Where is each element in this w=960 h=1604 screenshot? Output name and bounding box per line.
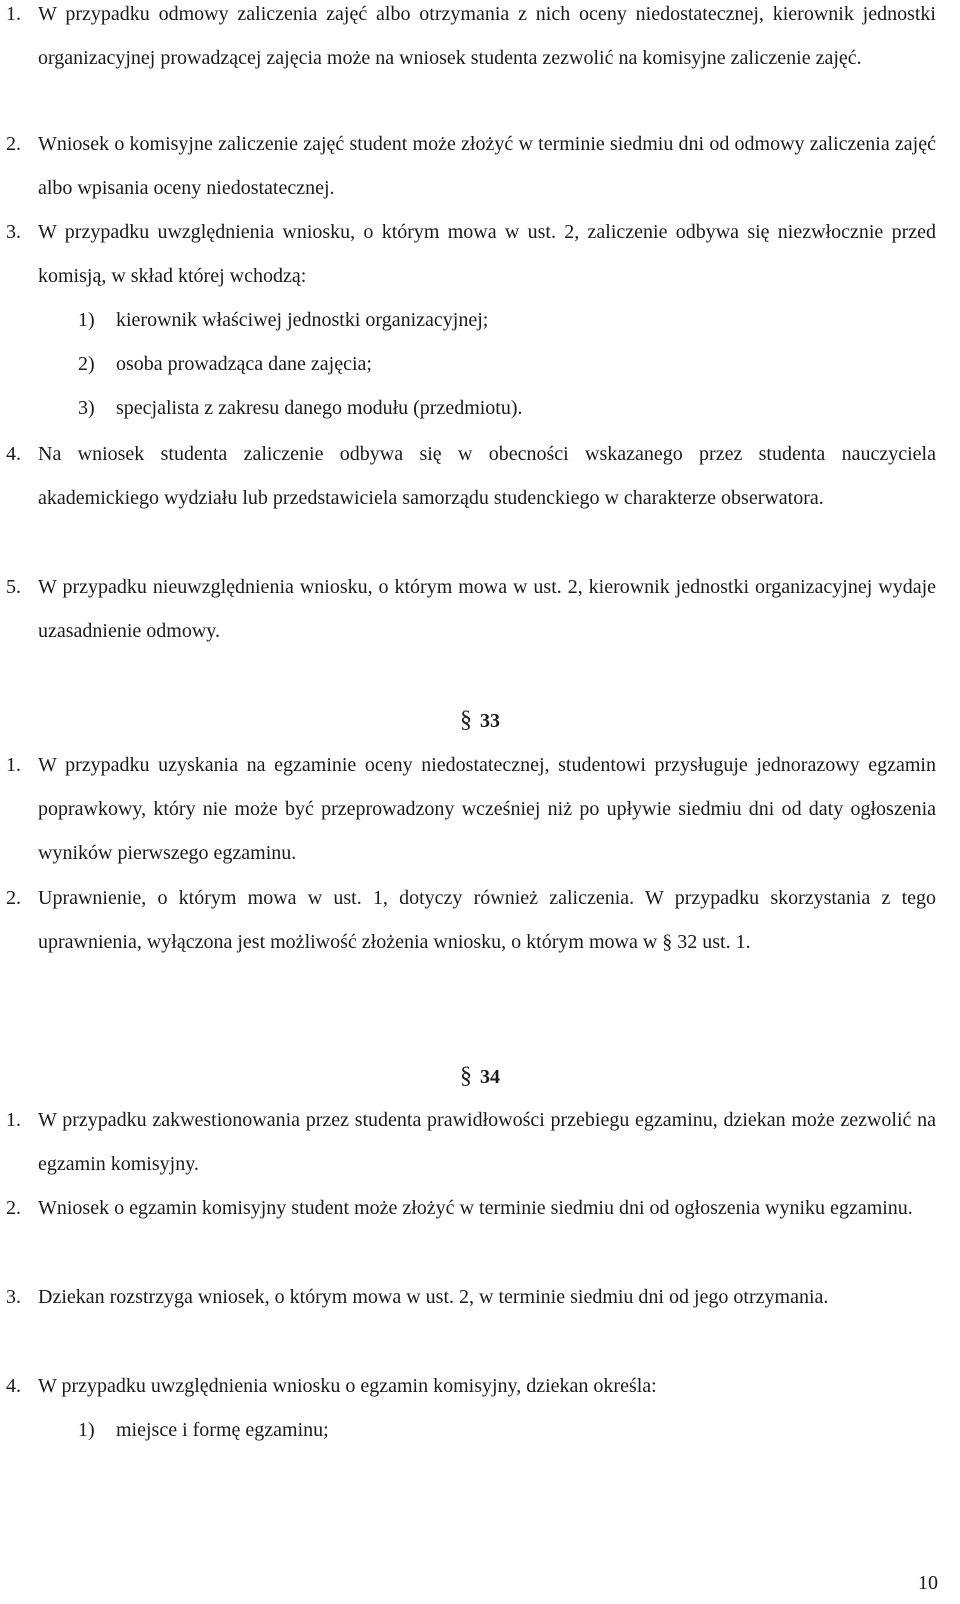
item-number: 2.	[6, 133, 21, 155]
sub-item-number: 2)	[78, 353, 95, 375]
sub-item-text: miejsce i formę egzaminu;	[116, 1419, 329, 1441]
sub-item	[78, 342, 938, 386]
item-text: W przypadku zakwestionowania przez studenta prawidłowości przebiegu egzaminu, dziekan może zezwolić na egzamin komisyjny.	[38, 1109, 936, 1175]
paragraph-item	[6, 1275, 936, 1319]
paragraph-item	[6, 565, 936, 653]
item-number: 2.	[6, 887, 21, 909]
item-text: W przypadku odmowy zaliczenia zajęć albo otrzymania z nich oceny niedostatecznej, kierownik jednostki organizacyjnej prowadzącej zajęcia może na wniosek studenta zezwolić na komisyjne zaliczenie zajęć.	[38, 3, 936, 69]
item-number: 1.	[6, 754, 21, 776]
item-number: 3.	[6, 221, 21, 243]
sub-item	[78, 1408, 938, 1452]
paragraph-item	[6, 210, 936, 298]
paragraph-item	[6, 743, 936, 875]
section-number: 34	[480, 1066, 500, 1088]
section-sign: §	[460, 707, 472, 733]
item-text: Dziekan rozstrzyga wniosek, o którym mowa w ust. 2, w terminie siedmiu dni od jego otrzymania.	[38, 1286, 829, 1308]
item-text: W przypadku nieuwzględnienia wniosku, o którym mowa w ust. 2, kierownik jednostki organizacyjnej wydaje uzasadnienie odmowy.	[38, 576, 936, 642]
paragraph-item	[6, 1098, 936, 1186]
sub-item-number: 3)	[78, 397, 95, 419]
section-sign: §	[460, 1063, 472, 1089]
section-heading-33	[0, 698, 960, 743]
item-number: 3.	[6, 1286, 21, 1308]
item-number: 5.	[6, 576, 21, 598]
item-number: 2.	[6, 1197, 21, 1219]
paragraph-item	[6, 876, 936, 964]
section-number: 33	[480, 710, 500, 732]
item-text: Wniosek o egzamin komisyjny student może złożyć w terminie siedmiu dni od ogłoszenia wyniku egzaminu.	[38, 1197, 913, 1219]
item-number: 1.	[6, 3, 21, 25]
paragraph-item	[6, 1364, 936, 1408]
item-text: Na wniosek studenta zaliczenie odbywa się w obecności wskazanego przez studenta nauczyciela akademickiego wydziału lub przedstawiciela samorządu studenckiego w charakterze obserwatora.	[38, 443, 936, 509]
paragraph-item	[6, 432, 936, 520]
section-heading-34	[0, 1054, 960, 1099]
sub-item-number: 1)	[78, 309, 95, 331]
item-number: 1.	[6, 1109, 21, 1131]
paragraph-item	[6, 122, 936, 210]
page-number: 10	[918, 1572, 938, 1594]
item-number: 4.	[6, 443, 21, 465]
item-number: 4.	[6, 1375, 21, 1397]
item-text: Uprawnienie, o którym mowa w ust. 1, dotyczy również zaliczenia. W przypadku skorzystania z tego uprawnienia, wyłączona jest możliwość złożenia wniosku, o którym mowa w § 32 ust. 1.	[38, 887, 936, 953]
sub-item-number: 1)	[78, 1419, 95, 1441]
sub-item-text: specjalista z zakresu danego modułu (przedmiotu).	[116, 397, 523, 419]
sub-item-text: kierownik właściwej jednostki organizacyjnej;	[116, 309, 489, 331]
item-text: W przypadku uzyskania na egzaminie oceny niedostatecznej, studentowi przysługuje jednorazowy egzamin poprawkowy, który nie może być przeprowadzony wcześniej niż po upływie siedmiu dni od daty ogłoszenia wyników pierwszego egzaminu.	[38, 754, 936, 864]
item-text: Wniosek o komisyjne zaliczenie zajęć student może złożyć w terminie siedmiu dni od odmowy zaliczenia zajęć albo wpisania oceny niedostatecznej.	[38, 133, 936, 199]
paragraph-item	[6, 1186, 936, 1230]
item-text: W przypadku uwzględnienia wniosku, o którym mowa w ust. 2, zaliczenie odbywa się niezwłocznie przed komisją, w skład której wchodzą:	[38, 221, 936, 287]
sub-item	[78, 298, 938, 342]
sub-item	[78, 386, 938, 430]
paragraph-item	[6, 0, 936, 80]
sub-item-text: osoba prowadząca dane zajęcia;	[116, 353, 372, 375]
item-text: W przypadku uwzględnienia wniosku o egzamin komisyjny, dziekan określa:	[38, 1375, 657, 1397]
